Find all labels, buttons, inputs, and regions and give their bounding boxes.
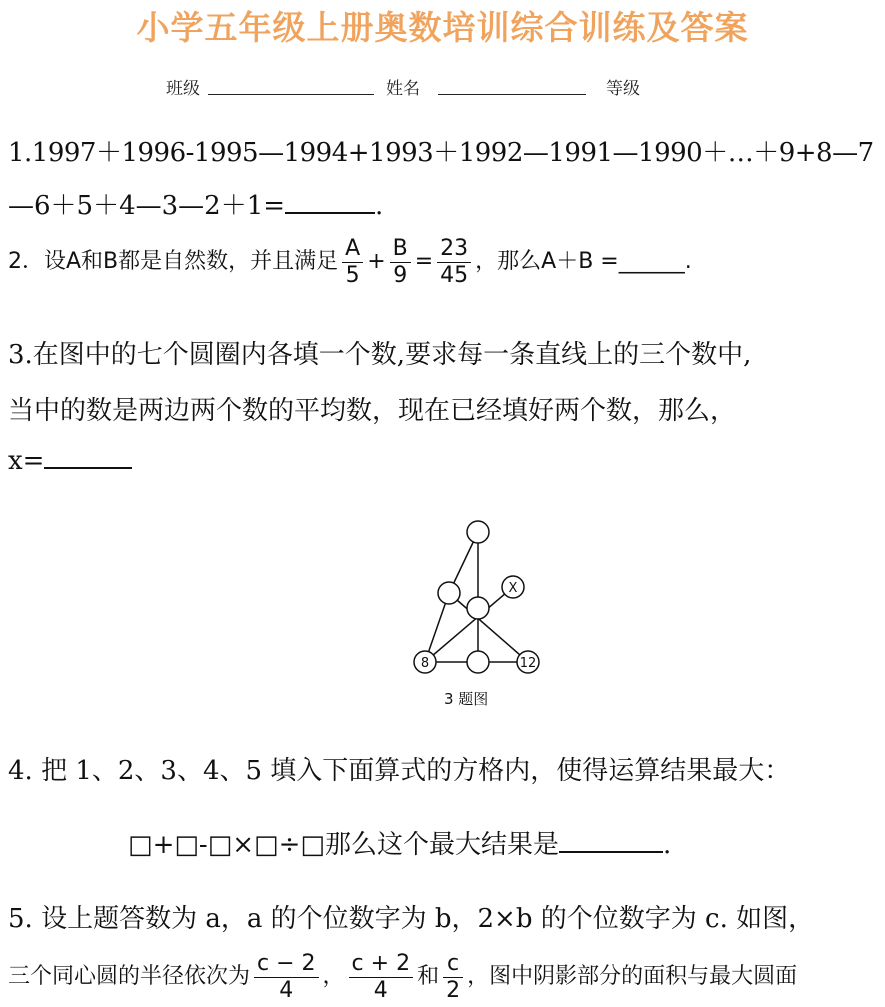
q5-and: 和 bbox=[417, 964, 440, 989]
q3-answer-blank[interactable] bbox=[44, 467, 132, 469]
q1-end: . bbox=[375, 191, 384, 221]
circle-mid-left bbox=[438, 582, 460, 604]
q5-sep: ， bbox=[322, 964, 345, 989]
circle-12-label: 12 bbox=[519, 656, 537, 671]
q2-fraction-a5: $\frac{A}{5}$ bbox=[342, 236, 363, 289]
q2-plus: + bbox=[367, 249, 386, 274]
name-label: 姓名 bbox=[386, 79, 420, 99]
q1-line1: 1.1997＋1996-1995—1994+1993＋1992—1991—1990＋…＋9+8—7 bbox=[8, 138, 874, 168]
q1-answer-blank[interactable] bbox=[285, 212, 375, 214]
q1-line2-text: —6＋5＋4—3—2＋1= bbox=[8, 191, 286, 221]
q5-fraction-1: $\frac{c - 2}{4}$ bbox=[254, 951, 319, 1004]
q2-equals: = bbox=[414, 249, 434, 274]
q4-expression: □+□-□×□÷□那么这个最大结果是 bbox=[128, 830, 559, 860]
q3-line3 bbox=[8, 446, 132, 476]
q3-line1: 3.在图中的七个圆圈内各填一个数,要求每一条直线上的三个数中, bbox=[8, 340, 752, 370]
q2-line bbox=[8, 232, 692, 292]
q5-line1: 5. 设上题答数为 a，a 的个位数字为 b，2×b 的个位数字为 c. 如图， bbox=[8, 904, 815, 934]
q4-line1: 4. 把 1、2、3、4、5 填入下面算式的方格内，使得运算结果最大： bbox=[8, 756, 791, 786]
circle-top bbox=[467, 521, 489, 543]
q5-line2 bbox=[8, 947, 797, 1007]
circle-8-label: 8 bbox=[420, 656, 430, 671]
q5-fraction-2: $\frac{c + 2}{4}$ bbox=[349, 951, 414, 1004]
q2-prefix: 2．设A和B都是自然数，并且满足 bbox=[8, 249, 339, 274]
q5-prefix: 三个同心圆的半径依次为 bbox=[8, 964, 251, 989]
q3-figure-caption: 3 题图 bbox=[444, 690, 489, 708]
q2-fraction-23-45: $\frac{23}{45}$ bbox=[437, 236, 471, 289]
grade-label: 等级 bbox=[606, 79, 640, 99]
name-field[interactable] bbox=[438, 94, 586, 95]
page-title: 小学五年级上册奥数培训综合训练及答案 bbox=[136, 8, 749, 47]
circle-x-label: X bbox=[508, 581, 518, 596]
q3-line2: 当中的数是两边两个数的平均数，现在已经填好两个数，那么， bbox=[8, 396, 737, 426]
q5-fraction-3: $\frac{c}{2}$ bbox=[443, 951, 463, 1004]
q3-x-label: x= bbox=[8, 446, 45, 476]
circle-center bbox=[467, 597, 489, 619]
q4-line2 bbox=[128, 824, 671, 861]
class-label: 班级 bbox=[166, 79, 200, 99]
class-field[interactable] bbox=[208, 94, 374, 95]
q2-fraction-b9: $\frac{B}{9}$ bbox=[390, 236, 411, 289]
q1-line2 bbox=[8, 185, 383, 222]
circle-bottom-middle bbox=[467, 651, 489, 673]
q4-end: . bbox=[662, 830, 672, 860]
q2-suffix: ，那么A＋B =______. bbox=[475, 249, 692, 274]
q4-answer-blank[interactable] bbox=[559, 851, 663, 853]
q5-suffix: ，图中阴影部分的面积与最大圆面 bbox=[467, 964, 798, 989]
q3-figure bbox=[400, 518, 560, 686]
